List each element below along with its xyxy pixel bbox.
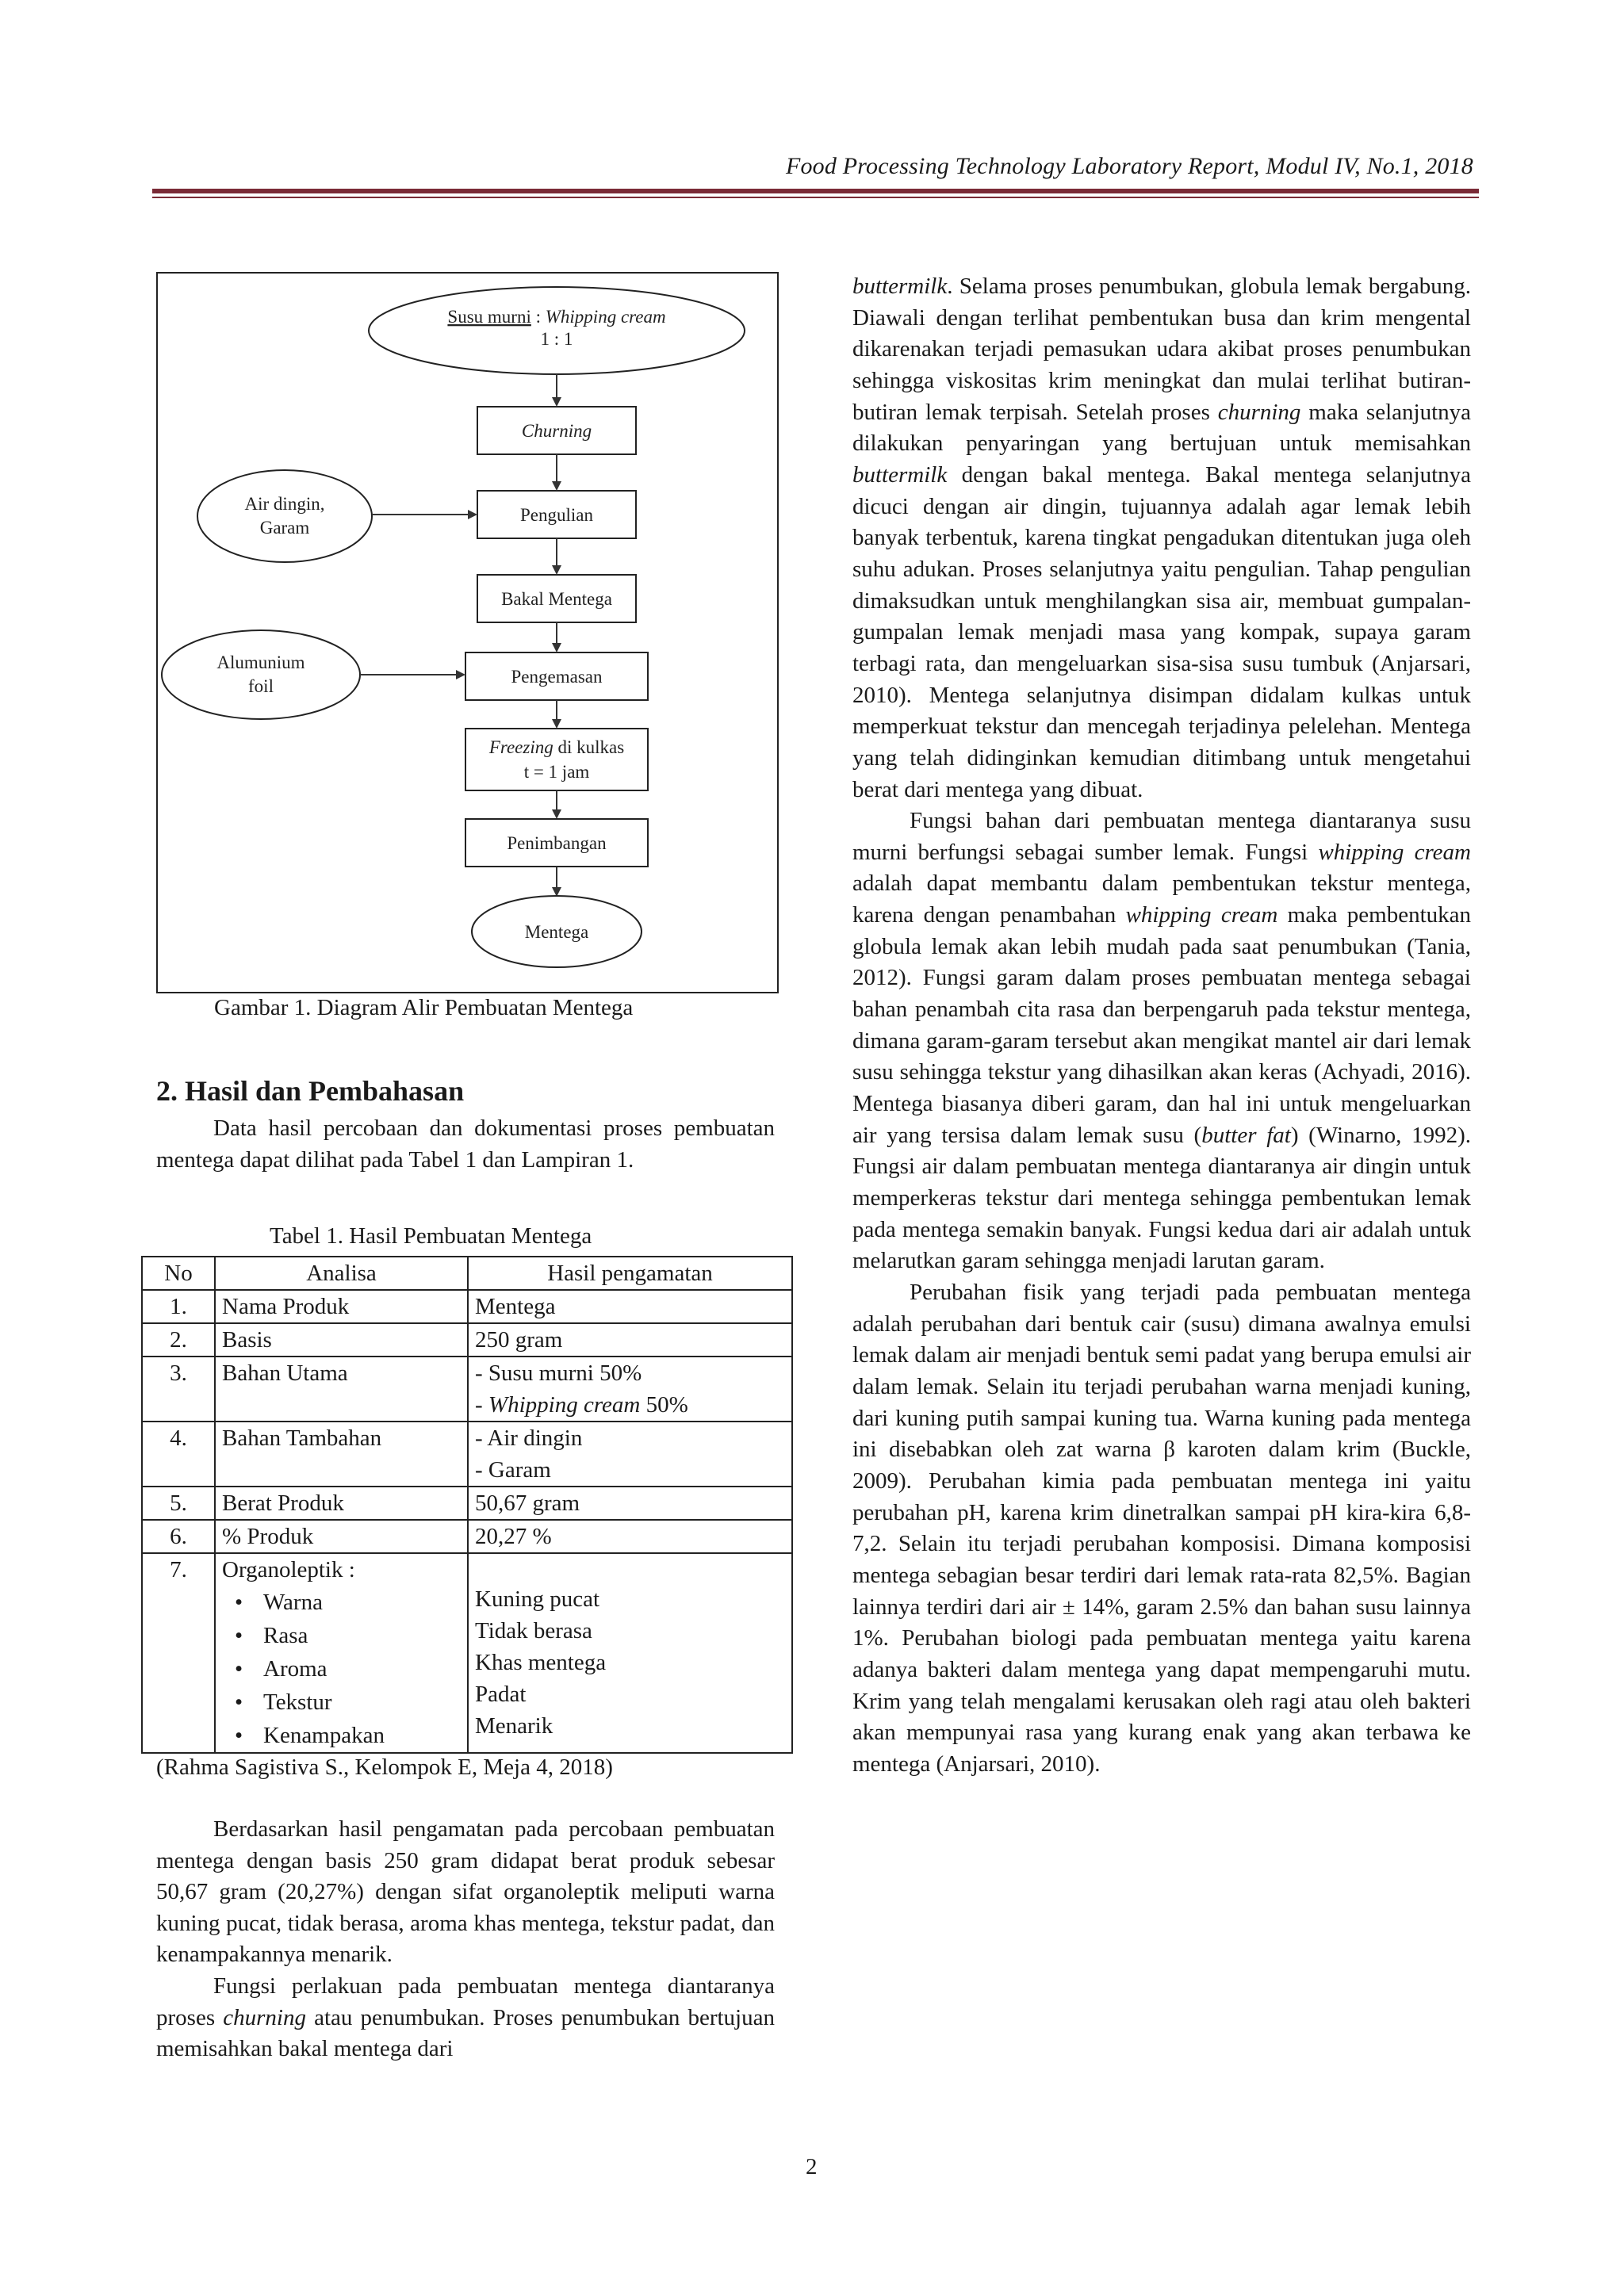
node-mentega-label: Mentega bbox=[524, 922, 589, 942]
section-title: 2. Hasil dan Pembahasan bbox=[156, 1075, 465, 1107]
table-header-no: No bbox=[142, 1257, 215, 1290]
table-row bbox=[142, 1520, 792, 1553]
table-cell: 1. bbox=[142, 1290, 215, 1323]
right-paragraph-2: Fungsi bahan dari pembuatan mentega diantaranya susu murni berfungsi sebagai sumber lemak. Fungsi whipping cream adalah dapat membantu dalam pembentukan tekstur mentega, karena dengan penambahan whipping cream maka pembentukan globula lemak akan lebih mudah pada saat penumbukan (Tania, 2012). Fungsi garam dalam proses pembuatan mentega sebagai bahan penambah cita rasa dan berpengaruh pada tekstur mentega, dimana garam-garam tersebut akan mengikat mantel air dari lemak susu sehingga tekstur yang dihasilkan akan keras (Achyadi, 2016). Mentega biasanya diberi garam, dan hal ini untuk mengeluarkan air yang tersisa dalam lemak susu (butter fat) (Winarno, 1992). Fungsi air dalam pembuatan mentega diantaranya air dingin untuk memperkeras tekstur dari mentega sehingga pembentukan lemak pada mentega semakin banyak. Fungsi kedua dari air adalah untuk melarutkan garam sehingga menjadi larutan garam. bbox=[852, 808, 1472, 1274]
left-paragraph-1: Data hasil percobaan dan dokumentasi proses pembuatan mentega dapat dilihat pada Tabel 1 dan Lampiran 1. bbox=[156, 1115, 775, 1173]
list-item: • Rasa bbox=[235, 1623, 308, 1648]
table-cell bbox=[468, 1553, 792, 1753]
organoleptik-label: Organoleptik : bbox=[222, 1557, 355, 1582]
right-paragraph-3: Perubahan fisik yang terjadi pada pembuatan mentega adalah perubahan dari bentuk cair (susu) dimana awalnya emulsi lemak dalam air menjadi bentuk semi padat yang berupa emulsi air dalam lemak. Selain itu terjadi perubahan warna menjadi kuning, dari kuning putih sampai kuning tua. Warna kuning pada mentega ini disebabkan oleh zat warna β karoten dalam krim (Buckle, 2009). Perubahan kimia pada pembuatan mentega ini yaitu perubahan pH, karena krim dinetralkan sampai pH kira-kira 6,8-7,2. Selain itu terjadi perubahan komposisi. Dimana komposisi mentega sebagian besar terdiri dari lemak rata-rata 82,5%. Bagian lainnya terdiri dari air ± 14%, garam 2.5% dan bahan susu lainnya 1%. Perubahan biologi pada pembuatan mentega yaitu karena adanya bakteri dalam mentega yang dapat mempengaruhi mutu. Krim yang telah mengalami kerusakan oleh ragi atau oleh bakteri akan mempunyai rasa yang kurang enak yang akan terbawa ke mentega (Anjarsari, 2010). bbox=[852, 1280, 1471, 1777]
node-alumunium-foil bbox=[162, 630, 360, 719]
table-caption: Tabel 1. Hasil Pembuatan Mentega bbox=[270, 1223, 592, 1249]
page-number: 2 bbox=[806, 2154, 818, 2179]
node-bakal-mentega-label: Bakal Mentega bbox=[501, 589, 612, 609]
table-row bbox=[142, 1290, 792, 1323]
node-air-dingin-label-1: Air dingin, bbox=[244, 494, 325, 514]
node-churning-label: Churning bbox=[521, 421, 592, 441]
left-discussion bbox=[156, 1814, 775, 2065]
left-paragraph-2: Berdasarkan hasil pengamatan pada percobaan pembuatan mentega dengan basis 250 gram didapat berat produk sebesar 50,67 gram (20,27%) dengan sifat organoleptik meliputi warna kuning pucat, tidak berasa, aroma khas mentega, tekstur padat, dan kenampakannya menarik. bbox=[156, 1816, 775, 1968]
node-pengemasan-label: Pengemasan bbox=[511, 667, 603, 687]
table-source: (Rahma Sagistiva S., Kelompok E, Meja 4, 2018) bbox=[156, 1755, 613, 1780]
table-subvalue: - Whipping cream 50% bbox=[475, 1392, 688, 1418]
right-paragraph-1: buttermilk. Selama proses penumbukan, globula lemak bergabung. Diawali dengan terlihat pembentukan busa dan krim mengental dikarenakan terjadi pemasukan udara akibat proses penumbukan sehingga viskositas krim meningkat dan mulai terlihat butiran-butiran lemak terpisah. Setelah proses churning maka selanjutnya dilakukan penyaringan yang bertujuan untuk memisahkan buttermilk dengan bakal mentega. Bakal mentega selanjutnya dicuci dengan air dingin, tujuannya adalah agar lemak lebih banyak terbentuk, karena tingkat pengadukan ditentukan juga oleh suhu adukan. Proses selanjutnya yaitu pengulian. Tahap pengulian dimaksudkan untuk menghilangkan sisa air, membuat gumpalan-gumpalan lemak menjadi masa yang kompak, supaya garam terbagi rata, dan mengeluarkan sisa-sisa susu tumbuk (Anjarsari, 2010). Mentega selanjutnya disimpan didalam kulkas untuk memperkuat tekstur dan mencegah terjadinya pelelehan. Mentega yang telah didinginkan kemudian ditimbang untuk mengetahui berat dari mentega yang dibuat. bbox=[852, 274, 1471, 802]
header-rule-thick bbox=[152, 189, 1479, 193]
table-cell: Mentega bbox=[468, 1290, 792, 1323]
table-cell: 250 gram bbox=[468, 1323, 792, 1357]
table-cell: 2. bbox=[142, 1323, 215, 1357]
table-cell: 6. bbox=[142, 1520, 215, 1553]
journal-header: Food Processing Technology Laboratory Report, Modul IV, No.1, 2018 bbox=[785, 153, 1473, 179]
node-air-dingin-label-2: Garam bbox=[259, 518, 310, 538]
table-cell: Bahan Utama bbox=[215, 1357, 468, 1422]
list-item: • Kenampakan bbox=[235, 1723, 385, 1748]
table-cell: 3. bbox=[142, 1357, 215, 1422]
table-row bbox=[142, 1553, 792, 1753]
node-air-dingin bbox=[197, 470, 372, 562]
flow-diagram-svg bbox=[158, 274, 780, 995]
left-paragraph-3: Fungsi perlakuan pada pembuatan mentega diantaranya proses churning atau penumbukan. Proses penumbukan bertujuan memisahkan bakal mentega dari bbox=[156, 1973, 775, 2062]
table-cell bbox=[468, 1357, 792, 1422]
figure-caption: Gambar 1. Diagram Alir Pembuatan Mentega bbox=[214, 995, 634, 1020]
table-header-analisa: Analisa bbox=[215, 1257, 468, 1290]
table-cell: 7. bbox=[142, 1553, 215, 1753]
table-subvalue: - Susu murni 50% bbox=[475, 1360, 642, 1386]
list-item: • Aroma bbox=[235, 1656, 327, 1682]
node-penimbangan-label: Penimbangan bbox=[507, 833, 607, 853]
table-cell: 4. bbox=[142, 1422, 215, 1487]
table-row bbox=[142, 1422, 792, 1487]
table-cell bbox=[468, 1422, 792, 1487]
header-rule-thin bbox=[152, 197, 1479, 198]
table-header-hasil: Hasil pengamatan bbox=[468, 1257, 792, 1290]
table-cell: 5. bbox=[142, 1487, 215, 1520]
node-freezing-label: Freezing di kulkas bbox=[488, 737, 625, 757]
flow-diagram bbox=[156, 272, 779, 993]
organoleptik-values: Kuning pucat Tidak berasa Khas mentega Padat Menarik bbox=[475, 1586, 607, 1739]
node-start-ratio: 1 : 1 bbox=[540, 329, 573, 349]
table-row bbox=[142, 1487, 792, 1520]
table-cell: 20,27 % bbox=[468, 1520, 792, 1553]
right-column bbox=[852, 271, 1471, 1781]
table-cell: Berat Produk bbox=[215, 1487, 468, 1520]
table-row bbox=[142, 1323, 792, 1357]
table-subvalue: - Garam bbox=[475, 1457, 551, 1483]
node-freezing-time: t = 1 jam bbox=[523, 762, 590, 782]
table-cell: Basis bbox=[215, 1323, 468, 1357]
table-cell: Bahan Tambahan bbox=[215, 1422, 468, 1487]
table-cell bbox=[215, 1553, 468, 1753]
table-subvalue: - Air dingin bbox=[475, 1425, 583, 1451]
node-pengulian-label: Pengulian bbox=[520, 505, 593, 525]
node-alumunium-foil-label-2: foil bbox=[248, 676, 274, 696]
table-header-row bbox=[142, 1257, 792, 1290]
node-alumunium-foil-label-1: Alumunium bbox=[216, 652, 305, 672]
list-item: • Tekstur bbox=[235, 1689, 332, 1715]
table-cell: Nama Produk bbox=[215, 1290, 468, 1323]
left-intro bbox=[156, 1113, 775, 1176]
table-row bbox=[142, 1357, 792, 1422]
node-start-label: Susu murni : Whipping cream bbox=[447, 307, 666, 327]
table-cell: % Produk bbox=[215, 1520, 468, 1553]
list-item: • Warna bbox=[235, 1590, 323, 1615]
result-table bbox=[141, 1256, 793, 1754]
table-cell: 50,67 gram bbox=[468, 1487, 792, 1520]
